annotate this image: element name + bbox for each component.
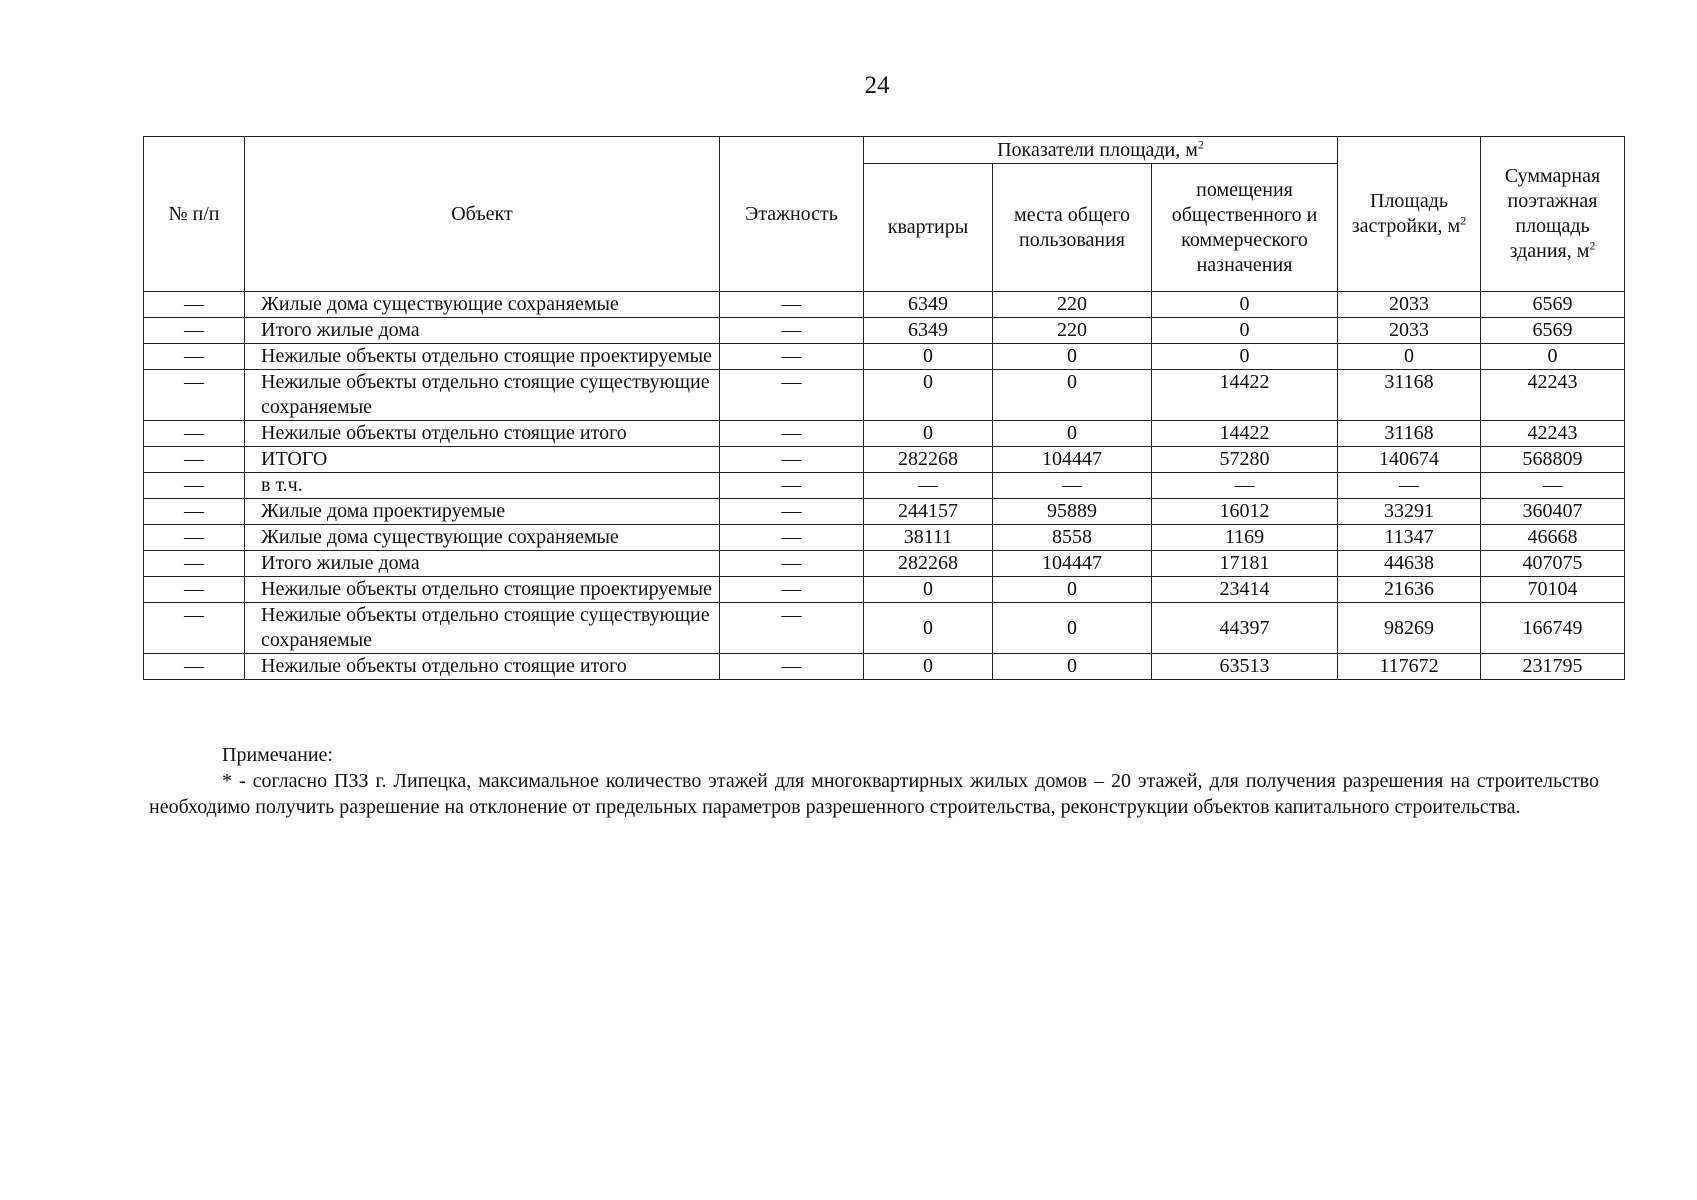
area-indicators-table <box>143 136 1625 680</box>
cell-common: 0 <box>993 654 1152 680</box>
header-object: Объект <box>245 137 720 292</box>
cell-public: 14422 <box>1152 421 1338 447</box>
cell-apartments: 0 <box>864 603 993 654</box>
cell-total: 6569 <box>1481 318 1625 344</box>
cell-total: 0 <box>1481 344 1625 370</box>
cell-common: 0 <box>993 370 1152 421</box>
cell-public: 17181 <box>1152 551 1338 577</box>
cell-apartments: 0 <box>864 370 993 421</box>
cell-num: — <box>144 344 245 370</box>
header-total: Суммарная поэтажная площадь здания, $м^2$ <box>1481 137 1625 292</box>
cell-apartments: 6349 <box>864 292 993 318</box>
cell-footprint: 33291 <box>1338 499 1481 525</box>
cell-footprint: 2033 <box>1338 292 1481 318</box>
cell-footprint: 44638 <box>1338 551 1481 577</box>
note <box>149 742 1599 820</box>
table-row <box>144 344 1625 370</box>
cell-floors: — <box>720 603 864 654</box>
table-row <box>144 421 1625 447</box>
cell-common: 0 <box>993 344 1152 370</box>
cell-footprint: — <box>1338 473 1481 499</box>
cell-floors: — <box>720 292 864 318</box>
cell-num: — <box>144 421 245 447</box>
cell-apartments: 0 <box>864 577 993 603</box>
cell-apartments: 6349 <box>864 318 993 344</box>
cell-apartments: 282268 <box>864 551 993 577</box>
cell-num: — <box>144 525 245 551</box>
cell-object: Жилые дома существующие сохраняемые <box>245 525 720 551</box>
cell-public: 1169 <box>1152 525 1338 551</box>
cell-public: 44397 <box>1152 603 1338 654</box>
cell-common: 104447 <box>993 447 1152 473</box>
page-number: 24 <box>864 72 890 99</box>
cell-footprint: 2033 <box>1338 318 1481 344</box>
cell-footprint: 98269 <box>1338 603 1481 654</box>
cell-object: Нежилые объекты отдельно стоящие итого <box>245 421 720 447</box>
cell-total: 231795 <box>1481 654 1625 680</box>
cell-floors: — <box>720 447 864 473</box>
cell-apartments: 0 <box>864 421 993 447</box>
cell-object: Нежилые объекты отдельно стоящие существующие сохраняемые <box>245 370 720 421</box>
cell-floors: — <box>720 473 864 499</box>
cell-public: 16012 <box>1152 499 1338 525</box>
header-common: места общего пользования <box>993 164 1152 292</box>
cell-public: 23414 <box>1152 577 1338 603</box>
cell-total: 42243 <box>1481 370 1625 421</box>
cell-public: 0 <box>1152 292 1338 318</box>
cell-total: 166749 <box>1481 603 1625 654</box>
header-area-group: Показатели площади, $м^2$ <box>864 137 1338 164</box>
header-floors: Этажность <box>720 137 864 292</box>
table-row <box>144 473 1625 499</box>
cell-common: 0 <box>993 577 1152 603</box>
cell-apartments: 0 <box>864 344 993 370</box>
cell-public: 63513 <box>1152 654 1338 680</box>
table-row <box>144 603 1625 654</box>
cell-object: Итого жилые дома <box>245 318 720 344</box>
cell-public: 14422 <box>1152 370 1338 421</box>
table-row <box>144 577 1625 603</box>
cell-floors: — <box>720 370 864 421</box>
cell-common: 0 <box>993 421 1152 447</box>
cell-num: — <box>144 499 245 525</box>
cell-public: 0 <box>1152 318 1338 344</box>
cell-num: — <box>144 473 245 499</box>
cell-public: 57280 <box>1152 447 1338 473</box>
cell-public: 0 <box>1152 344 1338 370</box>
cell-total: 360407 <box>1481 499 1625 525</box>
note-text: * - согласно ПЗЗ г. Липецка, максимальное количество этажей для многоквартирных жилых домов – 20 этажей, для получения разрешения на строительство необходимо получить разрешение на отклонение от предельных параметров разрешенного строительства, реконструкции объектов капитального строительства. <box>149 770 1599 818</box>
table-header <box>144 137 1625 292</box>
cell-floors: — <box>720 525 864 551</box>
cell-object: в т.ч. <box>245 473 720 499</box>
cell-object: Жилые дома существующие сохраняемые <box>245 292 720 318</box>
cell-floors: — <box>720 551 864 577</box>
cell-floors: — <box>720 344 864 370</box>
cell-footprint: 117672 <box>1338 654 1481 680</box>
table-body <box>144 292 1625 680</box>
cell-total: 70104 <box>1481 577 1625 603</box>
cell-total: 6569 <box>1481 292 1625 318</box>
note-title: Примечание: <box>222 744 333 766</box>
header-apartments: квартиры <box>864 164 993 292</box>
cell-total: 42243 <box>1481 421 1625 447</box>
cell-common: 220 <box>993 292 1152 318</box>
cell-total: 46668 <box>1481 525 1625 551</box>
cell-apartments: 282268 <box>864 447 993 473</box>
cell-footprint: 31168 <box>1338 370 1481 421</box>
cell-common: 220 <box>993 318 1152 344</box>
cell-floors: — <box>720 577 864 603</box>
cell-object: Нежилые объекты отдельно стоящие существующие сохраняемые <box>245 603 720 654</box>
cell-num: — <box>144 447 245 473</box>
cell-object: Итого жилые дома <box>245 551 720 577</box>
cell-total: 568809 <box>1481 447 1625 473</box>
cell-apartments: — <box>864 473 993 499</box>
cell-common: 0 <box>993 603 1152 654</box>
cell-total: 407075 <box>1481 551 1625 577</box>
table-row <box>144 370 1625 421</box>
cell-num: — <box>144 603 245 654</box>
cell-common: 95889 <box>993 499 1152 525</box>
cell-floors: — <box>720 421 864 447</box>
cell-object: ИТОГО <box>245 447 720 473</box>
cell-common: 8558 <box>993 525 1152 551</box>
table-row <box>144 318 1625 344</box>
cell-num: — <box>144 370 245 421</box>
cell-apartments: 244157 <box>864 499 993 525</box>
table-row <box>144 499 1625 525</box>
cell-apartments: 38111 <box>864 525 993 551</box>
table-row <box>144 447 1625 473</box>
table-row <box>144 525 1625 551</box>
cell-num: — <box>144 551 245 577</box>
cell-object: Нежилые объекты отдельно стоящие итого <box>245 654 720 680</box>
cell-object: Жилые дома проектируемые <box>245 499 720 525</box>
header-public: помещения общественного и коммерческого назначения <box>1152 164 1338 292</box>
cell-floors: — <box>720 654 864 680</box>
table-row <box>144 551 1625 577</box>
cell-apartments: 0 <box>864 654 993 680</box>
table-row <box>144 654 1625 680</box>
cell-footprint: 140674 <box>1338 447 1481 473</box>
table-row <box>144 292 1625 318</box>
cell-footprint: 0 <box>1338 344 1481 370</box>
cell-object: Нежилые объекты отдельно стоящие проектируемые <box>245 577 720 603</box>
cell-num: — <box>144 318 245 344</box>
cell-num: — <box>144 577 245 603</box>
cell-footprint: 31168 <box>1338 421 1481 447</box>
cell-common: — <box>993 473 1152 499</box>
cell-footprint: 11347 <box>1338 525 1481 551</box>
cell-floors: — <box>720 499 864 525</box>
cell-object: Нежилые объекты отдельно стоящие проектируемые <box>245 344 720 370</box>
header-num: № п/п <box>144 137 245 292</box>
cell-footprint: 21636 <box>1338 577 1481 603</box>
cell-num: — <box>144 654 245 680</box>
cell-num: — <box>144 292 245 318</box>
header-footprint: Площадь застройки, $м^2$ <box>1338 137 1481 292</box>
cell-common: 104447 <box>993 551 1152 577</box>
cell-total: — <box>1481 473 1625 499</box>
cell-floors: — <box>720 318 864 344</box>
cell-public: — <box>1152 473 1338 499</box>
